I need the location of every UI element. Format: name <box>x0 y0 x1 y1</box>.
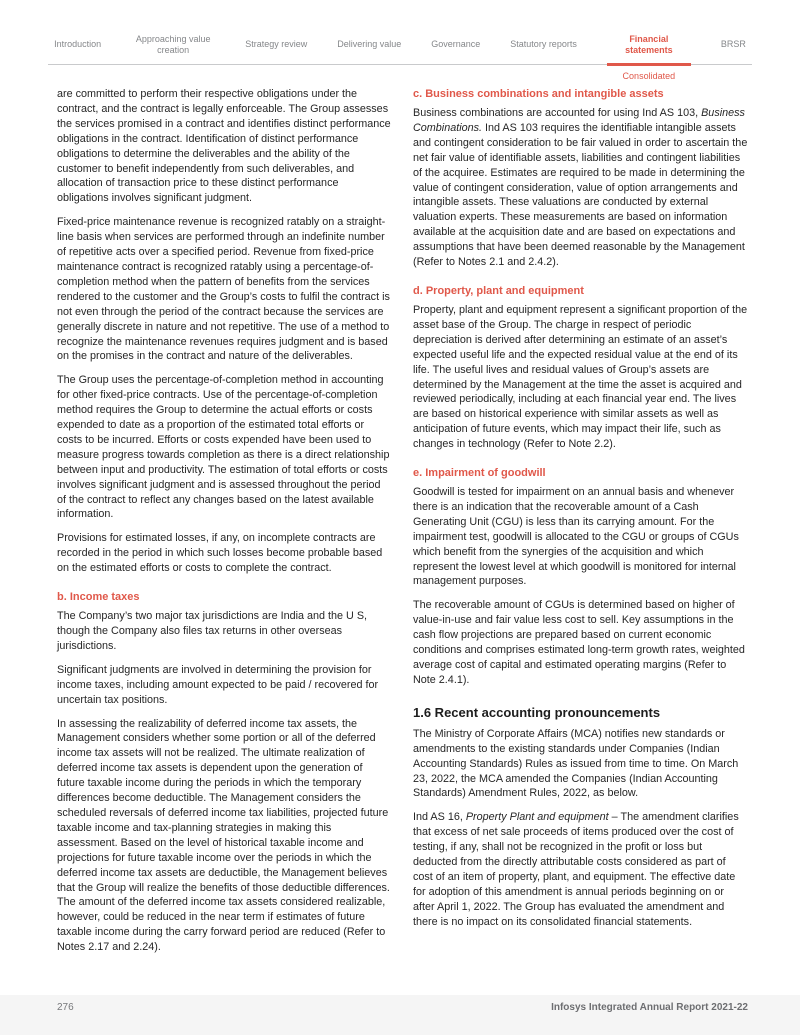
text-run: The recoverable amount of CGUs is determined based on higher of value-in-use and fair value less cost to sell. Key assumptions in the cash flow projections are prepared based on current economic conditions and comprises estimated long-term growth rates, weighted average cost of capital and estimated operating margins (Refer to Note 2.4.1). <box>413 599 745 686</box>
paragraph <box>57 87 392 206</box>
active-tab-sublabel: Consolidated <box>622 71 676 81</box>
page-footer <box>0 995 800 1035</box>
paragraph <box>413 598 748 687</box>
tab-financial-statements[interactable] <box>607 26 691 81</box>
subsection-heading: d. Property, plant and equipment <box>413 284 584 297</box>
subsection-heading: e. Impairment of goodwill <box>413 467 546 480</box>
report-title: Infosys Integrated Annual Report 2021-22 <box>551 1002 748 1013</box>
tab-strategy-review[interactable] <box>245 26 307 64</box>
right-column <box>413 87 748 964</box>
italic-text: Business Combinations. <box>413 107 745 134</box>
text-run: are committed to perform their respective obligations under the contract, and the contract is legally enforceable. The Group assesses the services promised in a contract and identifies distinct performance obligations in the contract. Identification of distinct performance obligations to determine the deliverables and the ability of the customer to benefit independently from such deliverables, and allocation of transaction price to these distinct performance obligations involves significant judgment. <box>57 88 391 205</box>
paragraph <box>413 727 748 802</box>
top-navigation <box>0 0 800 81</box>
text-run: Fixed-price maintenance revenue is recognized ratably on a straight-line basis when services are performed through an indefinite number of repetitive acts over a specified period. Revenue from fixed-price maintenance contract is recognized ratably using a percentage-of-completion method when the pattern of benefits from the services rendered to the customer and the Group’s costs to fulfil the contract is not even through the period of the contract because the services are generally discrete in nature and not repetitive. The use of a method to recognize the maintenance revenues requires judgment and is based on the promises in the contract and nature of the deliverables. <box>57 216 390 363</box>
text-run: Property, plant and equipment represent a significant proportion of the asset base of the Group. The charge in respect of periodic depreciation is derived after determining an estimate of an asset’s expected useful life and the expected residual value at the end of its life. The useful lives and residual values of Group’s assets are determined by the Management at the time the asset is acquired and reviewed periodically, including at each financial year end. The lives are based on historical experience with similar assets as well as anticipation of future events, which may impact their life, such as changes in technology (Refer to Note 2.2). <box>413 303 748 451</box>
paragraph <box>57 373 392 522</box>
italic-text: Property Plant and equipment <box>465 811 609 824</box>
paragraph <box>57 609 392 654</box>
text-run: Goodwill is tested for impairment on an annual basis and whenever there is an indication that the recoverable amount of a Cash Generating Unit (CGU) is less than its carrying amount. For the impairment test, goodwill is allocated to the CGU or groups of CGUs which benefit from the synergies of the acquisition and which represent the lowest level at which goodwill is monitored for internal management purposes. <box>413 486 739 588</box>
left-column <box>57 87 392 964</box>
text-run: Significant judgments are involved in determining the provision for income taxes, including amount expected to be paid / recovered for uncertain tax positions. <box>57 663 379 706</box>
section-tabs <box>48 26 752 81</box>
text-run: The Company’s two major tax jurisdictions are India and the U S, though the Company also files tax returns in other overseas jurisdictions. <box>57 610 368 652</box>
subsection-heading: c. Business combinations and intangible assets <box>413 88 664 100</box>
tab-brsr[interactable] <box>721 26 746 64</box>
tab-statutory-reports[interactable] <box>510 26 577 64</box>
paragraph <box>57 663 392 708</box>
page-body <box>0 65 800 964</box>
paragraph <box>413 303 748 452</box>
text-run: Ind AS 16, <box>413 811 466 824</box>
paragraph <box>413 106 748 270</box>
text-run: The Ministry of Corporate Affairs (MCA) notifies new standards or amendments to the existing standards under Companies (Indian Accounting Standards) Rules as issued from time to time. On March 23, 2022, the MCA amended the Companies (Indian Accounting Standards) Amendment Rules, 2022, as below. <box>413 727 739 800</box>
tab-label: Statutory reports <box>510 39 577 50</box>
text-run: In assessing the realizability of deferred income tax assets, the Management considers whether some portion or all of the deferred income tax assets will not be realized. The ultimate realization of deferred income tax assets is dependent upon the generation of future taxable income during the periods in which the temporary differences become deductible. The Management considers the scheduled reversals of deferred income tax liabilities, projected future taxable income and tax-planning strategies in making this assessment. Based on the level of historical taxable income and projections for future taxable income over the periods in which the deferred income tax assets are deductible, the Management believes that the Group will realize the benefits of those deductible differences. The amount of the deferred income tax assets considered realizable, however, could be reduced in the near term if estimates of future taxable income during the carry forward period are reduced (Refer to Notes 2.17 and 2.24). <box>57 717 390 954</box>
text-run: The Group uses the percentage-of-completion method in accounting for other fixed-price contracts. Use of the percentage-of-completion method requires the Group to determine the actual efforts or costs expended to date as a proportion of the estimated total efforts or costs to be incurred. Efforts or costs expended have been used to measure progress towards completion as there is a direct relationship between input and productivity. The estimation of total efforts or costs involves significant judgment and is assessed throughout the period of the contract to reflect any changes based on the latest available information. <box>57 374 390 521</box>
tab-label: Governance <box>431 39 481 50</box>
tab-governance[interactable] <box>431 26 480 64</box>
tab-label: Introduction <box>54 39 102 50</box>
tab-label: Delivering value <box>337 39 402 50</box>
tab-label: Strategy review <box>245 39 308 50</box>
text-run: Ind AS 103 requires the identifiable intangible assets and contingent consideration to be fair valued in order to ascertain the net fair value of identifiable assets, liabilities and contingent liabilities of the acquiree. Estimates are required to be made in determining the value of contingent consideration, value of option arrangements and intangible assets. These valuations are conducted by external valuation experts. These measurements are based on information available at the acquisition date and are based on expectations and assumptions that have been deemed reasonable by the Management (Refer to Notes 2.1 and 2.4.2). <box>413 121 748 269</box>
section-heading: 1.6 Recent accounting pronouncements <box>413 704 661 720</box>
tab-introduction[interactable] <box>54 26 101 64</box>
tab-delivering-value[interactable] <box>337 26 401 64</box>
paragraph <box>57 717 392 956</box>
paragraph <box>57 215 392 364</box>
page-number: 276 <box>57 1002 74 1013</box>
paragraph <box>413 485 748 589</box>
text-run: Business combinations are accounted for using Ind AS 103, <box>413 107 702 119</box>
tab-label: Financial statements <box>625 33 673 55</box>
paragraph <box>57 531 392 576</box>
subsection-heading: b. Income taxes <box>57 591 140 604</box>
tab-label: BRSR <box>720 39 746 50</box>
text-run: – The amendment clarifies that excess of net sale proceeds of items produced over the cost of testing, if any, shall not be recognized in the profit or loss but deducted from the directly attributable costs considered as part of cost of an item of property, plant, and equipment. The effective date for adoption of this amendment is annual periods beginning on or after April 1, 2022. The Group has evaluated the amendment and there is no impact on its consolidated financial statements. <box>413 811 739 928</box>
tab-approaching-value-creation[interactable] <box>131 26 215 64</box>
text-run: Provisions for estimated losses, if any, on incomplete contracts are recorded in the period in which such losses become probable based on the estimated efforts or costs to complete the contract. <box>57 532 383 575</box>
paragraph <box>413 810 748 929</box>
tab-label: Approaching value creation <box>135 33 211 55</box>
